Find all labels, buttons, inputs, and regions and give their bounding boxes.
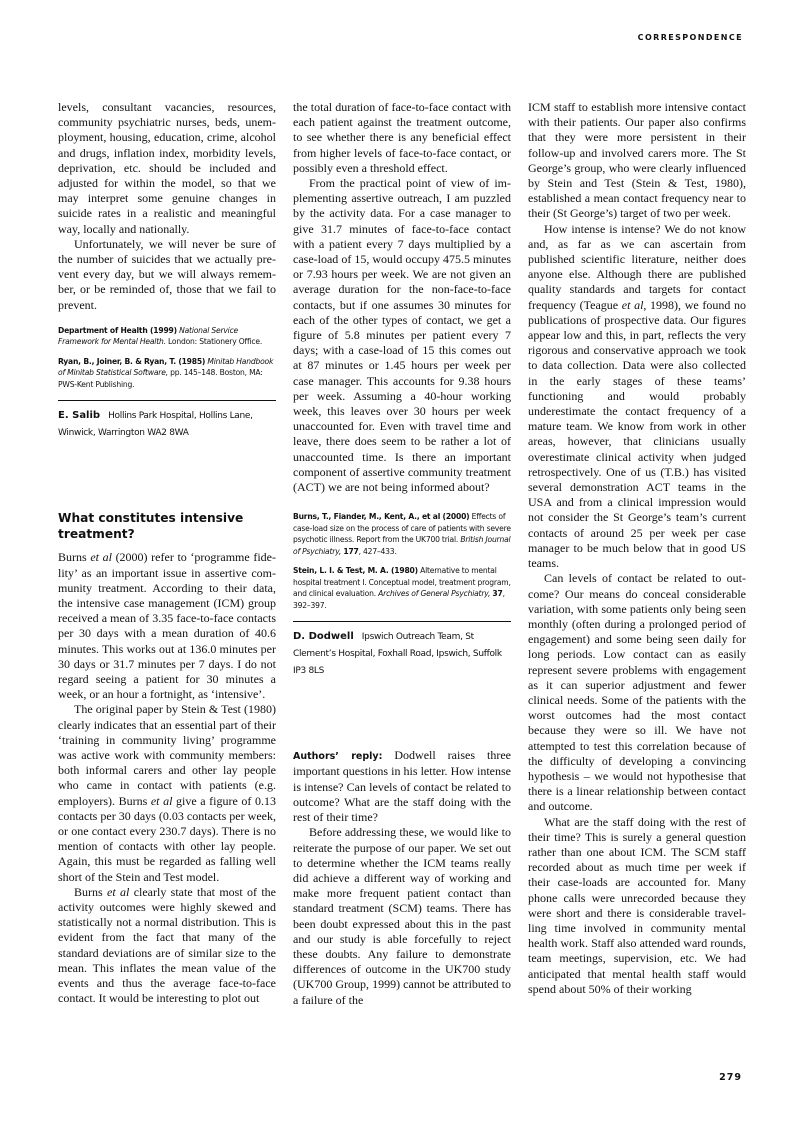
text-run: give a figure of 0.13 contacts per 30 days (0.03 contacts per week, or one contact every 230.7 days). There is no mention of contacts with other lay people. Again, this must be regarded as falling well short of the Stein and Test model. bbox=[58, 793, 276, 884]
text-run: , 1998), we found no publications of prospective data. Our figures appear low and this, in part, reflects the very rigorous and conservative approach we took to data collection. Data were also collected in the early stages of these teams’ functioning and would probably underestimate the contact frequency of a mature team. We know from work in other areas, however, that clinicians usually overestimate clinical activity when judged retrospectively. One of us (T.B.) has visited several demonstration ACT teams in the USA and from a clinical impression would not consider the St George’s team’s current contacts of around 25 per week per case manager to be much below that in good US teams. bbox=[528, 297, 747, 571]
text-run: Burns bbox=[74, 884, 108, 899]
reference-authors: Burns, T., Fiander, M., Kent, A., et al (2000) bbox=[293, 512, 470, 522]
column-3 bbox=[528, 100, 746, 997]
text-run: How intense is intense? We do not know and, as far as we can ascertain from published scientific literature, neither does anyone else. Although there are published quality standards and targets for contact frequency (Teague bbox=[528, 221, 746, 312]
section-heading: What constitutes intensive treatment? bbox=[58, 511, 244, 542]
italic-text: et al bbox=[150, 793, 173, 808]
text-run: The original paper by Stein & Test (1980) clearly indicates that an essential part of their ‘training in community living’ programme was active work with community members: both informal carers and other lay people who came in contact with patients (e.g. employers). Burns bbox=[58, 702, 276, 808]
paragraph: Can levels of contact be related to outcome? Our means do conceal considerable variation, with some patients only being seen monthly (often during a prolonged period of engagement) and some being seen daily for long periods. Low contact can as easily represent severe problems with engagement as it can superior adjustment and fewer clinical needs. Some of the patients with the worst outcomes had the most contact because they were so ill. We have not attempted to test this correlation because of the difficulty of developing a convincing hypothesis – we would not hypothesise that there is a linear relationship between contact and outcome. bbox=[528, 571, 746, 814]
italic-text: et al bbox=[90, 550, 112, 565]
reference-volume: 37 bbox=[492, 589, 503, 599]
paragraph: levels, consultant vacancies, resources, community psychiatric nurses, beds, unemployment, housing, education, crime, alcohol and drugs, inflation index, morbidity levels, deprivation, etc. should be included and adjusted for within the model, so that we may interpret some genuine changes in suicide rates in a realistic and meaningful way, locally and nationally. bbox=[58, 100, 276, 236]
text-run: clearly state that most of the activity outcomes were highly skewed and statistically not a normal distribution. This is evident from the fact that many of the standard deviations are of similar size to the mean. This inflates the mean value of the events and thus the average face-to-face contact. It would be interesting to plot out bbox=[58, 884, 277, 1006]
reference-text: Effects of case-load size on the process of care of patients with severe psychotic illness. Report from the UK700 trial. bbox=[293, 512, 511, 545]
reference-authors: Department of Health (1999) bbox=[58, 325, 177, 335]
author-signature bbox=[58, 400, 276, 442]
author-address: Ipswich Outreach Team, St Clement’s Hospital, Foxhall Road, Ipswich, Suffolk IP3 8LS bbox=[293, 632, 502, 677]
text-run: Burns bbox=[58, 550, 91, 565]
reference-authors: Stein, L. I. & Test, M. A. (1980) bbox=[293, 566, 418, 576]
reference-journal: British Journal of Psychiatry, bbox=[293, 535, 511, 556]
column-1 bbox=[58, 100, 276, 1006]
reference-pages: , 392–397. bbox=[293, 589, 505, 610]
reference-authors: Ryan, B., Joiner, B. & Ryan, T. (1985) bbox=[58, 356, 206, 366]
paragraph: What are the staff doing with the rest of their time? This is surely a general question rather than one about ICM. The SCM staff recorded about as much time per week if their case-loads are accounted for. Many phone calls were unrecorded because they were short and there is considerable travelling time involved in community mental health work. Staff also attended ward rounds, team meetings, supervision, etc. We had anticipated that mental health staff would spend about 50% of their working bbox=[528, 814, 746, 996]
paragraph: Before addressing these, we would like to reiterate the purpose of our paper. We set out to determine whether the ICM teams really did achieve a different way of working and make more frequent patient contact than standard treatment (SCM) teams. There has been doubt expressed about this in the past and our study is able forcefully to reject these doubts. Any failure to demonstrate differences of outcome in the UK700 study (UK700 Group, 1999) cannot be attributed to a failure of the bbox=[293, 825, 511, 1007]
reference-item bbox=[58, 356, 276, 391]
reference-journal: Archives of General Psychiatry, bbox=[378, 589, 491, 599]
italic-text: et al bbox=[107, 884, 130, 899]
paragraph bbox=[58, 702, 276, 884]
reference-publisher: London: Stationery Office. bbox=[168, 337, 263, 347]
author-address: Hollins Park Hospital, Hollins Lane, Winwick, Warrington WA2 8WA bbox=[58, 411, 253, 439]
running-header: CORRESPONDENCE bbox=[637, 33, 743, 42]
reference-list bbox=[293, 511, 511, 611]
reference-publisher: pp. 145–148. Boston, MA: PWS-Kent Publishing. bbox=[58, 368, 263, 389]
author-signature bbox=[293, 621, 511, 680]
paragraph: Unfortunately, we will never be sure of the number of suicides that we actually prevent every day, but we will always remember, or be reminded of, those that we fail to prevent. bbox=[58, 236, 276, 312]
reply-lead: Authors’ reply: bbox=[293, 751, 383, 763]
reference-title: Minitab Handbook of Minitab Statistical Software, bbox=[58, 356, 274, 378]
reference-volume: 177 bbox=[343, 546, 359, 556]
author-name: D. Dodwell bbox=[293, 631, 354, 643]
author-name: E. Salib bbox=[58, 410, 101, 422]
paragraph: ICM staff to establish more intensive contact with their patients. Our paper also confirms that they were more persistent in their follow-up and involved carers more. The St George’s group, who were clearly influenced by Stein and Test (Stein & Test, 1980), established a mean contact frequency near to their (St George’s) target of two per week. bbox=[528, 100, 746, 221]
paragraph bbox=[58, 885, 276, 1007]
reply-paragraph bbox=[293, 748, 511, 825]
reference-pages: , 427–433. bbox=[358, 546, 397, 556]
paragraph bbox=[528, 222, 746, 572]
reference-item bbox=[293, 565, 511, 611]
reference-item bbox=[58, 325, 276, 348]
reference-title: National Service Framework for Mental Health. bbox=[58, 325, 239, 347]
italic-text: et al bbox=[621, 297, 644, 312]
reference-text: Alternative to mental hospital treatment I. Conceptual model, treatment program, and clinical evaluation. bbox=[293, 566, 511, 599]
page-number: 279 bbox=[719, 1072, 742, 1083]
reference-item bbox=[293, 511, 511, 557]
paragraph bbox=[58, 550, 276, 702]
text-run: (2000) refer to ‘programme fidelity’ as an important issue in assertive community treatment. According to their data, the intensive case management (ICM) group received a mean of 3.35 face-to-face contacts per 30 days with a mean duration of 40.6 minutes. This works out at 136.0 minutes per 30 days or 31.7 minutes per 7 days. I do not regard seeing a patient for 30 minutes a week, or an hour a fortnight, as ‘intensive’. bbox=[58, 550, 277, 702]
paragraph: the total duration of face-to-face contact with each patient against the treatment outcome, to see whether there is any beneficial effect from higher levels of face-to-face contact, or possibly even a threshold effect. bbox=[293, 100, 511, 175]
text-run: Dodwell raises three important questions in his letter. How intense is intense? Can levels of contact be related to outcome? What are the staff doing with the rest of their time? bbox=[293, 748, 511, 825]
paragraph: From the practical point of view of implementing assertive outreach, I am puzzled by the activity data. For a case manager to give 31.7 minutes of face-to-face contact with a patient every 7 days multiplied by a case-load of 15, would occupy 475.5 minutes or 7.93 hours per week. We are not given an average duration for the non-face-to-face contacts, but if one assumes 30 minutes for each of the other types of contact, we get a figure of 5.8 minutes per patient every 7 days; with a case-load of 15 this comes out at 87 minutes or 1.45 hours per week per case manager. This accounts for 9.38 hours per week. Assuming a 40-hour working week, this leaves over 30 hours per week unaccounted for. Even with travel time and leave, there does seem to be rather a lot of unaccounted time. Is there an important component of assertive community treatment (ACT) we are not being informed about? bbox=[293, 176, 511, 495]
column-2 bbox=[293, 100, 511, 1008]
reference-list bbox=[58, 325, 276, 391]
